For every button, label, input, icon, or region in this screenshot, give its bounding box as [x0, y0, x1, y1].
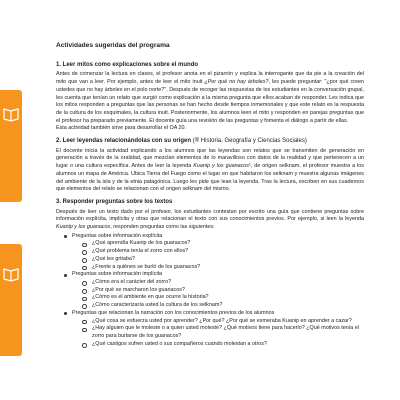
question-group-label: Preguntas sobre información explícita	[72, 232, 163, 239]
question-item: ¿Frente a quiénes se burló de los guanacos?	[82, 264, 364, 272]
question-item: ¿Qué castigos sufren usted o sus compañeros cuando molestan a otros?	[82, 341, 364, 349]
question-group-label: Preguntas que relacionan la narración con los conocimientos previos de los alumnos	[72, 309, 275, 316]
book-icon	[1, 264, 21, 284]
paragraph-text: Antes de comenzar la lectura en clases, el profesor anota en el pizarrón y explica la interrogante que da pie a la creación del mito que van a leer. Por ejemplo, antes de leer el mito inuit	[56, 71, 364, 86]
paragraph-italic: ¿Por qué no hay árboles?	[204, 79, 269, 86]
document-body	[56, 42, 364, 348]
paragraph-text: Después de leer un texto dado por el profesor, los estudiantes contestan por escrito una guía que contiene preguntas sobre información explícita, implícita y otras que relacionan el texto con sus conocimientos previos. Por ejemplo, si leen la leyenda	[56, 208, 364, 223]
question-item: ¿Por qué se marcharon los guanacos?	[82, 287, 364, 295]
paragraph-text: ¹, de origen selknam, el profesor muestra a los alumnos un mapa de América. Ubica Tierra del Fuego como el lugar en que habitaron los selknam y muestra algunas imágenes del ambiente de la isla y de la etnia patagónica. Luego les pide que lean la leyenda. Tras la lectura, escriben en sus cuadernos que elementos del relato se relacionan con el origen selknam del mismo.	[56, 163, 364, 193]
question-item: ¿Hay alguien que le moleste o a quien usted moleste? ¿Qué motivos tiene para hacerlo? ¿Qué motivos tenía el zorro para burlarse de los guanacos?	[82, 325, 364, 340]
paragraph-text: , responden preguntas como las siguientes:	[110, 224, 215, 231]
section-note: (® Historia, Geografía y Ciencias Sociales)	[191, 138, 307, 145]
section-title-text: 3. Responder preguntas sobre los textos	[56, 198, 173, 205]
question-item: ¿Qué aprendía Kuanip de los guanacos?	[82, 240, 364, 248]
paragraph-text: El docente inicia la actividad explicando a los alumnos que las leyendas son relatos que se transmiten de generación en generación a través de la oralidad, que mezclan elementos de lo maravilloso con datos de la realidad y que pertenecen a un lugar o una cultura específica. Antes de leer la leyenda	[56, 147, 364, 170]
question-group-label: Preguntas sobre información implícita	[72, 271, 163, 278]
paragraph-text: , les puede preguntar: "¿por qué creen ustedes que no hay árboles en el polo norte?". Después de recoger las respuestas de los estudiantes en la conversación grupal, les cuenta que tenían un relato que surgió como explicación a la misma pregunta que ellos acaban de responder. Les indica que los mitos responden a preguntas que las personas se han hecho desde tiempos inmemoriales y que este relato es la respuesta de la cultura de los esquimales, la cultura inuit. Posteriormente, los alumnos leen el mito y responden en parejas preguntas que el profesor ha preparado previamente. El docente guía una revisión de las preguntas y fomenta el diálogo a partir de ellas.	[56, 79, 364, 124]
question-item: ¿Qué les gritaba?	[82, 256, 364, 264]
question-item: ¿Cómo es el ambiente en que ocurre la historia?	[82, 294, 364, 302]
question-item: ¿Qué problema tenía el zorro con ellos?	[82, 248, 364, 256]
question-list	[72, 318, 364, 349]
book-icon	[1, 104, 21, 124]
question-item: ¿Cómo era el carácter del zorro?	[82, 279, 364, 287]
question-groups	[56, 233, 364, 349]
section-paragraph	[56, 209, 364, 232]
question-group	[64, 310, 364, 349]
margin-tab	[0, 244, 22, 356]
paragraph-italic: Kuanip y los guanacos	[193, 163, 249, 170]
paragraph-italic: Kuanip y los guanacos	[56, 224, 111, 231]
section-paragraph	[56, 148, 364, 194]
section-title-text: 2. Leer leyendas relacionándolas con su origen	[56, 138, 192, 145]
section-title	[56, 62, 364, 70]
section-title	[56, 138, 364, 146]
question-group	[64, 233, 364, 272]
question-item: ¿Cómo caracterizaría usted la cultura de los selknam?	[82, 302, 364, 310]
section-title-text: 1. Leer mitos como explicaciones sobre el mundo	[56, 61, 199, 68]
question-list	[72, 240, 364, 271]
question-group	[64, 271, 364, 310]
section-paragraph	[56, 71, 364, 125]
section-tail: Esta actividad también sirve para desarrollar el OA 20.	[56, 125, 187, 132]
section-title	[56, 199, 364, 207]
question-list	[72, 279, 364, 310]
question-item: ¿Qué cosa se esfuerza usted por aprender? ¿Por qué? ¿Por qué se esmeraba Kuanip en aprender a cazar?	[82, 318, 364, 326]
document-title: Actividades sugeridas del programa	[56, 42, 170, 49]
